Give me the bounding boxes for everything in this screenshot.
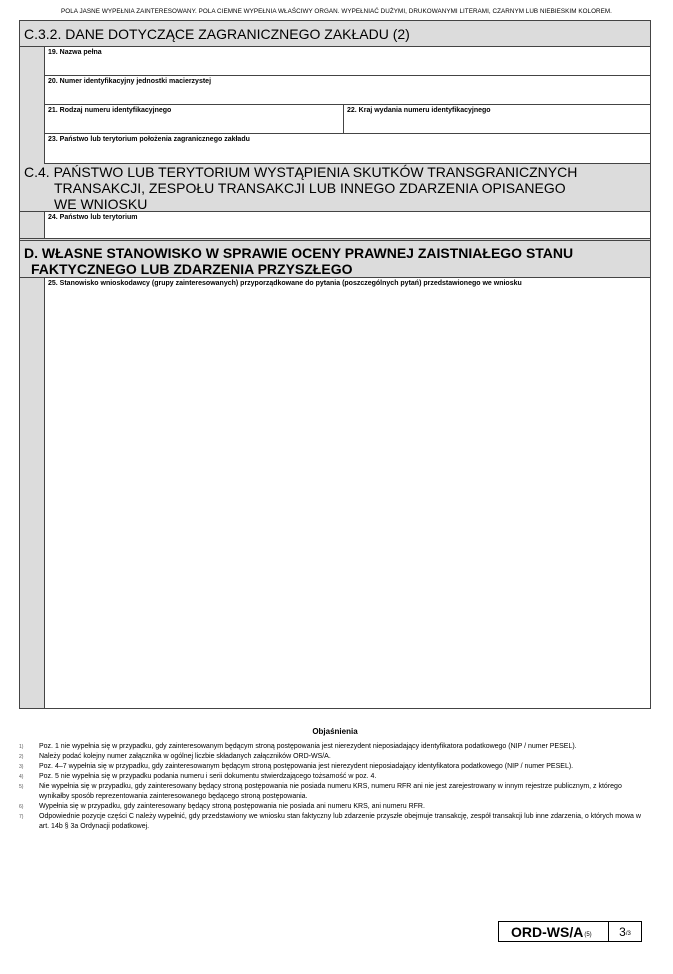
footnote-number: 5) — [19, 784, 24, 790]
footnote-text: Wypełnia się w przypadku, gdy zainteresowany będący stroną postępowania nie posiada ani numeru KRS, ani numeru RFR. — [39, 803, 425, 810]
footnote-item — [19, 762, 651, 772]
field-23-label: 23. Państwo lub terytorium położenia zagranicznego zakładu — [48, 136, 250, 143]
field-22-id-issuing-country[interactable] — [344, 105, 650, 134]
section-d-heading-line2: FAKTYCZNEGO LUB ZDARZENIA PRZYSZŁEGO — [31, 261, 353, 277]
section-gutter — [20, 134, 45, 164]
section-c32-heading: C.3.2. DANE DOTYCZĄCE ZAGRANICZNEGO ZAKŁADU (2) — [20, 21, 650, 47]
field-19-label: 19. Nazwa pełna — [48, 49, 102, 56]
explanations-title: Objaśnienia — [312, 727, 358, 736]
section-c4-heading-line1: C.4. PAŃSTWO LUB TERYTORIUM WYSTĄPIENIA SKUTKÓW TRANSGRANICZNYCH — [24, 164, 578, 180]
field-24-country-or-territory[interactable] — [45, 212, 650, 238]
footnote-text: Poz. 1 nie wypełnia się w przypadku, gdy zainteresowanym będącym stroną postępowania jest nierezydent nieposiadający identyfikatora podatkowego (NIP / numer PESEL). — [39, 743, 577, 750]
field-20-label: 20. Numer identyfikacyjny jednostki macierzystej — [48, 78, 212, 85]
footnote-text: Nie wypełnia się w przypadku, gdy zainteresowany będący stroną postępowania nie posiada numeru KRS, numeru RFR ani nie jest zarejestrowany w innym rejestrze publicznym, z którego wynikałby sposób reprezentowania zainteresowanego będącego stroną postępowania. — [39, 783, 622, 800]
footnote-number: 7) — [19, 814, 24, 820]
form-footer — [498, 921, 642, 942]
form-body — [19, 20, 651, 709]
section-c4-heading-line2: TRANSAKCJI, ZESPOŁU TRANSAKCJI LUB INNEGO ZDARZENIA OPISANEGO — [54, 180, 566, 196]
section-c4-heading-line3: WE WNIOSKU — [54, 196, 148, 212]
footnote-number: 1) — [19, 744, 24, 750]
section-d-heading — [20, 238, 650, 278]
section-gutter — [20, 212, 45, 238]
footnote-number: 3) — [19, 764, 24, 770]
form-code-label: ORD-WS/A — [511, 923, 584, 940]
form-code — [499, 922, 609, 941]
footnote-item — [19, 752, 651, 762]
section-c4-heading — [20, 164, 650, 212]
page-total: /3 — [625, 930, 631, 937]
section-gutter — [20, 47, 45, 76]
page-current: 3 — [619, 924, 626, 939]
footnote-number: 4) — [19, 774, 24, 780]
footnote-item — [19, 782, 651, 802]
footnote-number: 2) — [19, 754, 24, 760]
footnote-number: 6) — [19, 804, 24, 810]
section-gutter — [20, 76, 45, 105]
footnote-item — [19, 812, 651, 832]
footnote-item — [19, 802, 651, 812]
field-24-label: 24. Państwo lub terytorium — [48, 214, 138, 221]
page-number — [609, 922, 641, 941]
section-d-heading-line1: D. WŁASNE STANOWISKO W SPRAWIE OCENY PRAWNEJ ZAISTNIAŁEGO STANU — [24, 245, 574, 261]
field-25-label: 25. Stanowisko wnioskodawcy (grupy zainteresowanych) przyporządkowane do pytania (poszczególnych pytań) przedstawionego we wniosku — [48, 280, 522, 287]
footnote-text: Poz. 5 nie wypełnia się w przypadku podania numeru i serii dokumentu stwierdzającego tożsamość w poz. 4. — [39, 773, 377, 780]
section-gutter — [20, 278, 45, 708]
field-23-establishment-country[interactable] — [45, 134, 650, 164]
footnote-text: Należy podać kolejny numer załącznika w ogólnej liczbie składanych załączników ORD-WS/A. — [39, 753, 331, 760]
field-25-applicant-position[interactable] — [45, 278, 650, 708]
fill-instructions-note: POLA JASNE WYPEŁNIA ZAINTERESOWANY. POLA CIEMNE WYPEŁNIA WŁAŚCIWY ORGAN. WYPEŁNIAĆ DUŻYMI, DRUKOWANYMI LITERAMI, CZARNYM LUB NIEBIESKIM KOLOREM. — [61, 8, 612, 15]
footnote-item — [19, 742, 651, 752]
explanations — [19, 727, 651, 832]
field-19-full-name[interactable] — [45, 47, 650, 76]
footnote-text: Odpowiednie pozycje części C należy wypełnić, gdy przedstawiony we wniosku stan faktyczny lub zdarzenie przyszłe obejmuje transakcję, zespół transakcji lub inne zdarzenia, o których mowa w art. 14b § 3a Ordynacji podatkowej. — [39, 813, 641, 830]
form-version: (5) — [584, 931, 592, 938]
field-21-id-number-type[interactable] — [45, 105, 344, 134]
footnote-item — [19, 772, 651, 782]
section-gutter — [20, 105, 45, 134]
field-20-parent-id-number[interactable] — [45, 76, 650, 105]
footnote-text: Poz. 4–7 wypełnia się w przypadku, gdy zainteresowanym będącym stroną postępowania jest nierezydent nieposiadający identyfikatora podatkowego (NIP / numer PESEL). — [39, 763, 574, 770]
field-21-label: 21. Rodzaj numeru identyfikacyjnego — [48, 107, 172, 114]
field-22-label: 22. Kraj wydania numeru identyfikacyjnego — [347, 107, 491, 114]
